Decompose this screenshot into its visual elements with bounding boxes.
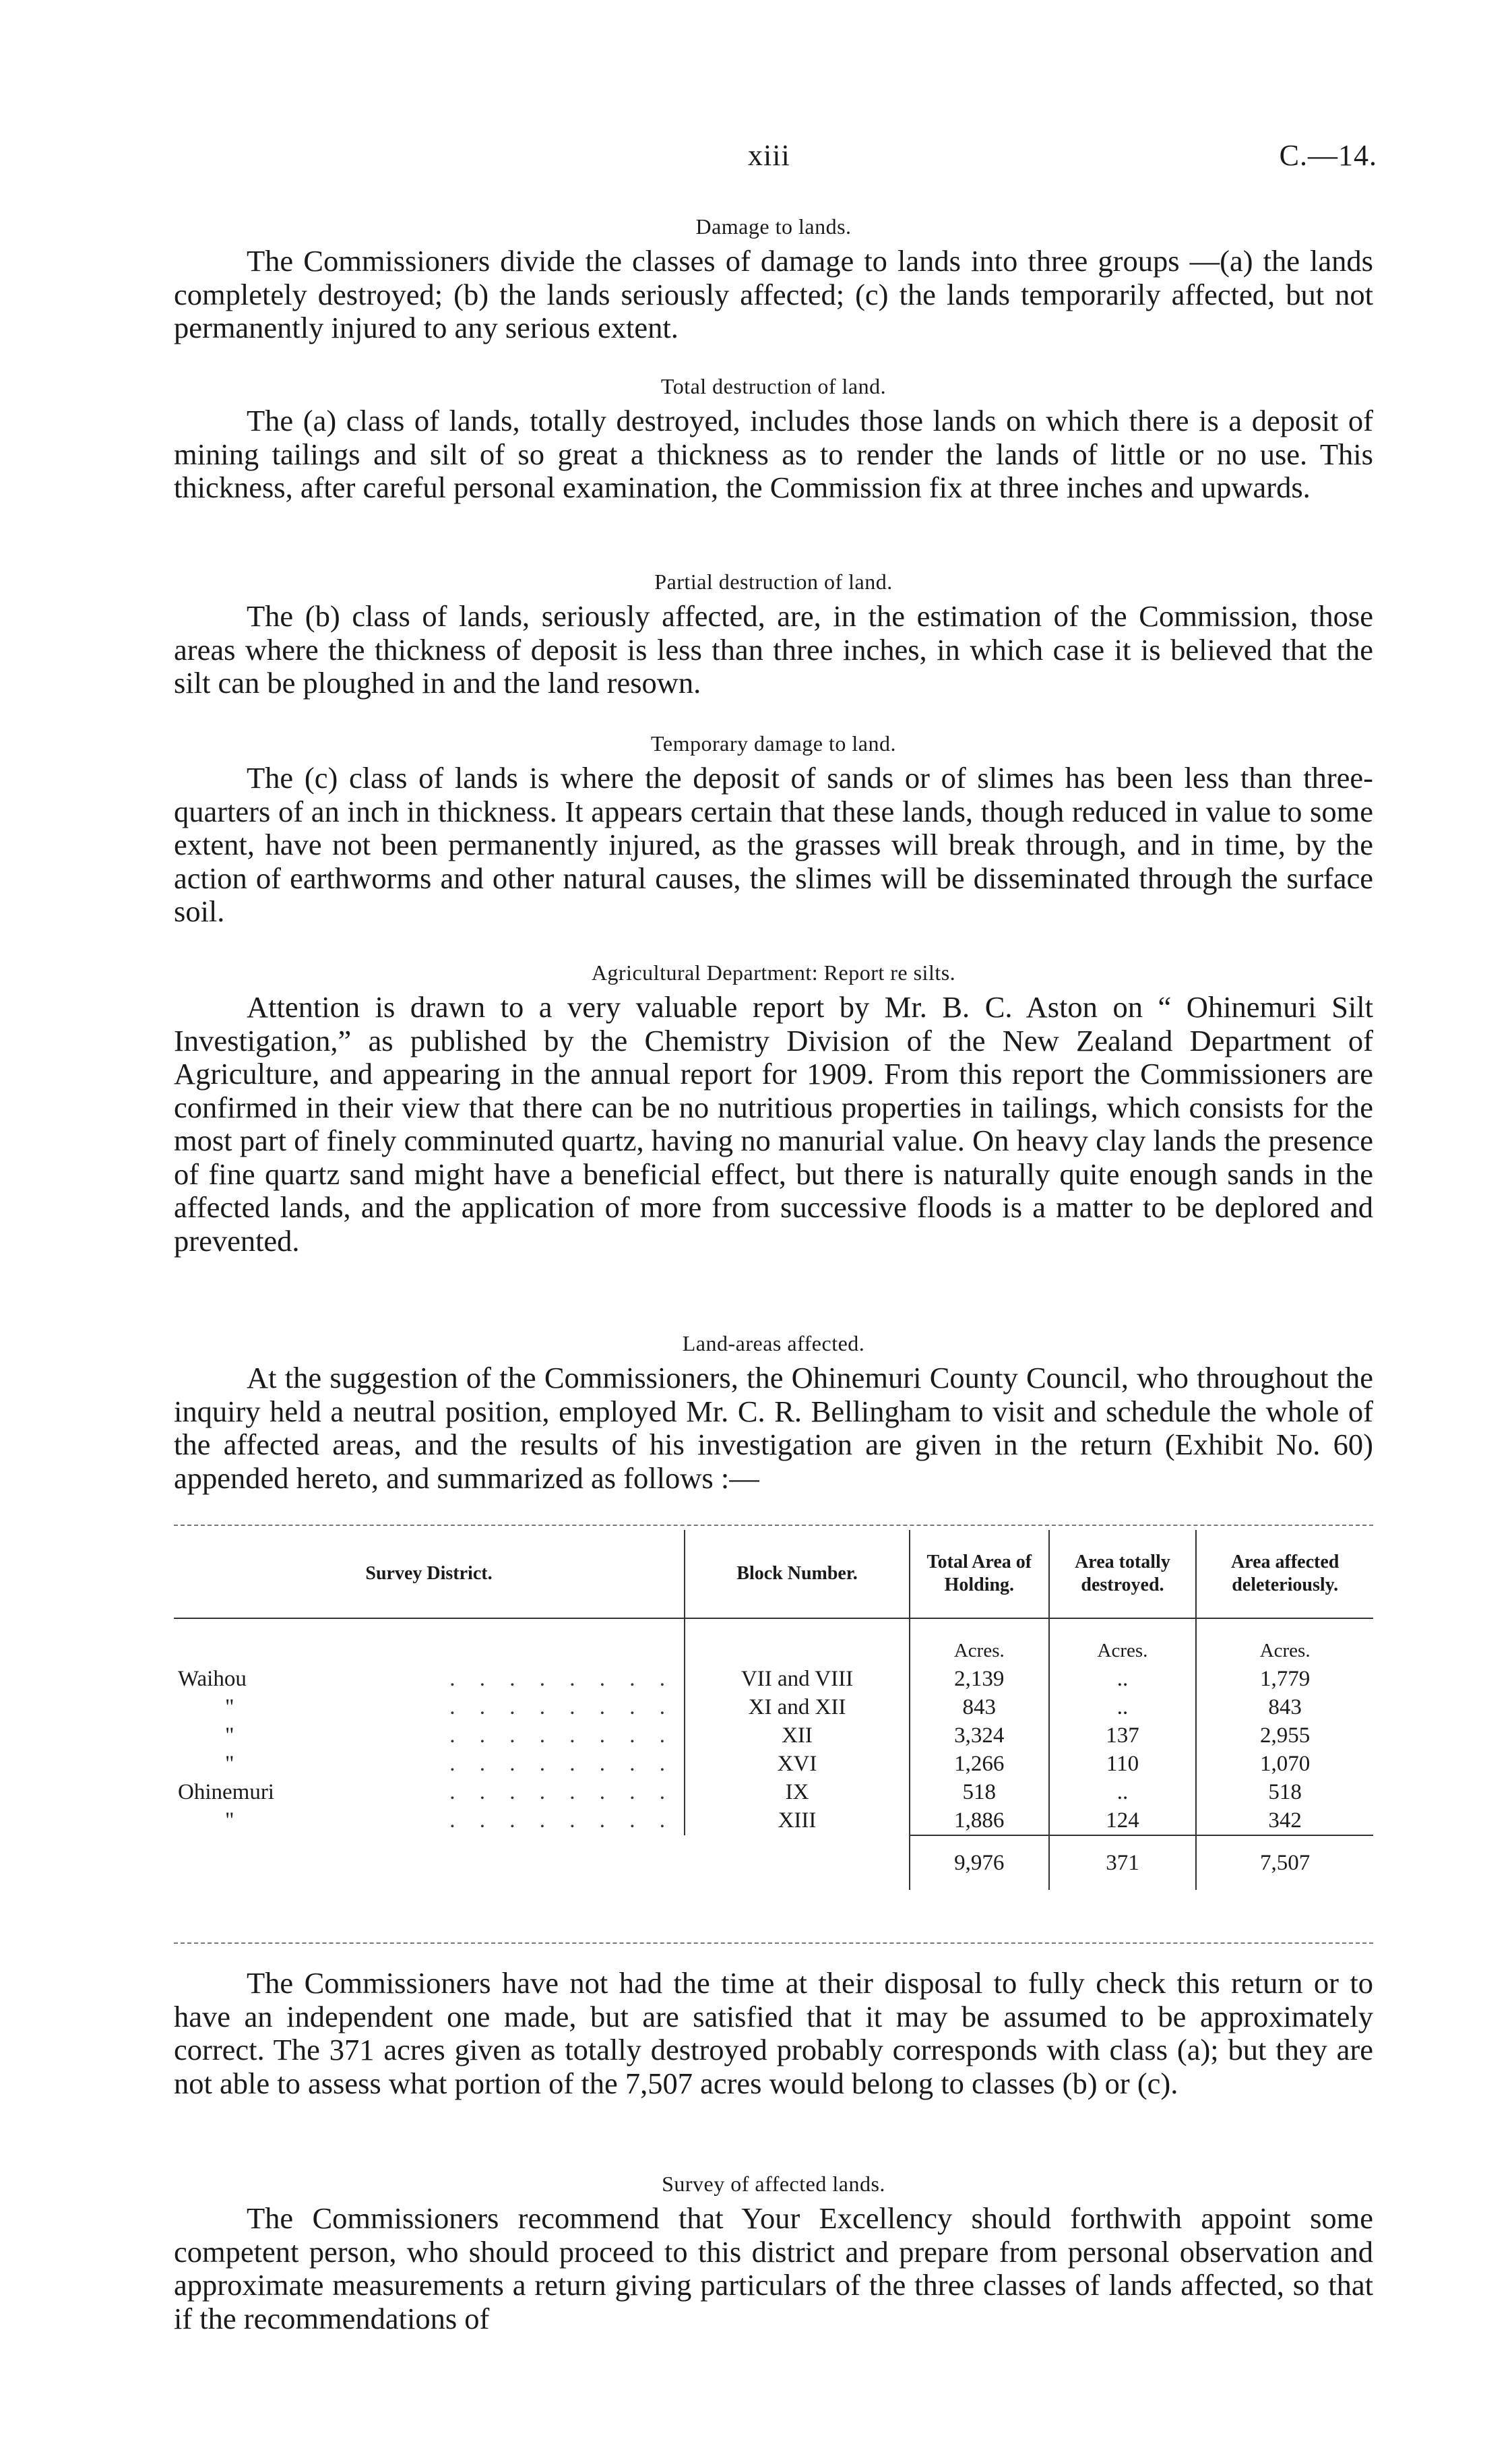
section-paragraph: The Commissioners recommend that Your Excellency should forthwith appoint some competent person, who should proceed to this district and prepare from personal observation and approximate measurements a return giving particulars of the three classes of lands affected, so that if the recommendations of (174, 2201, 1373, 2335)
total-area: 1,886 (910, 1806, 1049, 1835)
district-name: " (225, 1808, 234, 1833)
table-row (174, 1750, 1373, 1778)
unit-label: Acres. (1049, 1618, 1197, 1665)
dot-leader: . . . . . . . . (449, 1808, 674, 1833)
dot-leader: . . . . . . . . (449, 1694, 674, 1719)
section-total-destruction (174, 374, 1373, 505)
dot-leader: . . . . . . . . (449, 1723, 674, 1748)
section-heading: Total destruction of land. (660, 374, 887, 398)
block-number: IX (685, 1778, 910, 1806)
dot-leader: . . . . . . . . (449, 1751, 674, 1776)
table-row (174, 1693, 1373, 1721)
district-name: " (225, 1694, 234, 1719)
section-paragraph: At the suggestion of the Commissioners, the Ohinemuri County Council, who throughout the inquiry held a neutral position, employed Mr. C. R. Bellingham to visit and schedule the whole of the affected areas, and the results of his investigation are given in the return (Exhibit No. 60) appended hereto, and summarized as follows :— (174, 1361, 1373, 1495)
section-paragraph: The Commissioners have not had the time at their disposal to fully check this return or to have an independent one made, but are satisfied that it may be assumed to be approximately correct. The 371 acres given as totally destroyed probably corresponds with class (a); but they are not able to assess what portion of the 7,507 acres would belong to classes (b) or (c). (174, 1966, 1373, 2100)
table-row (174, 1721, 1373, 1750)
document-reference: C.—14. (1279, 139, 1377, 172)
block-number: XIII (685, 1806, 910, 1835)
section-paragraph: The Commissioners divide the classes of damage to lands into three groups —(a) the lands completely destroyed; (b) the lands seriously affected; (c) the lands temporarily affected, but not permanently injured to any serious extent. (174, 244, 1373, 344)
header-area-affected: Area affected deleteriously. (1196, 1530, 1373, 1618)
block-number: XII (685, 1721, 910, 1750)
block-number: XI and XII (685, 1693, 910, 1721)
section-heading: Partial destruction of land. (654, 570, 893, 594)
unit-label: Acres. (1196, 1618, 1373, 1665)
table-row (174, 1778, 1373, 1806)
area-affected: 1,779 (1196, 1665, 1373, 1693)
district-name: Ohinemuri (178, 1779, 274, 1804)
area-affected-sum: 7,507 (1196, 1835, 1373, 1890)
units-row (174, 1618, 1373, 1665)
dot-leader: . . . . . . . . (449, 1779, 674, 1804)
area-affected: 1,070 (1196, 1750, 1373, 1778)
section-heading: Damage to lands. (695, 214, 852, 239)
total-area: 518 (910, 1778, 1049, 1806)
section-heading: Agricultural Department: Report re silts. (591, 960, 956, 985)
header-area-destroyed: Area totally destroyed. (1049, 1530, 1197, 1618)
unit-label: Acres. (910, 1618, 1049, 1665)
section-heading: Land-areas affected. (682, 1331, 865, 1355)
section-land-areas (174, 1331, 1373, 1495)
header-survey-district: Survey District. (174, 1530, 685, 1618)
table-row (174, 1665, 1373, 1693)
section-after-table (174, 1967, 1373, 2100)
section-partial-destruction (174, 570, 1373, 700)
table-row (174, 1806, 1373, 1835)
header-total-area: Total Area of Holding. (910, 1530, 1049, 1618)
page-number: xiii (748, 139, 790, 172)
section-heading: Temporary damage to land. (651, 731, 896, 756)
area-destroyed: 110 (1049, 1750, 1197, 1778)
total-area: 1,266 (910, 1750, 1049, 1778)
block-number: VII and VIII (685, 1665, 910, 1693)
header-block-number: Block Number. (685, 1530, 910, 1618)
table-bottom-rule (174, 1942, 1373, 1944)
section-agricultural-report (174, 960, 1373, 1258)
total-area: 3,324 (910, 1721, 1049, 1750)
section-paragraph: The (a) class of lands, totally destroyed, includes those lands on which there is a deposit of mining tailings and silt of so great a thickness as to render the lands of little or no use. This thickness, after careful personal examination, the Commission fix at three inches and upwards. (174, 404, 1373, 504)
district-name: " (225, 1751, 234, 1776)
area-affected: 342 (1196, 1806, 1373, 1835)
area-affected: 518 (1196, 1778, 1373, 1806)
section-damage-to-lands (174, 214, 1373, 345)
block-number: XVI (685, 1750, 910, 1778)
total-area-sum: 9,976 (910, 1835, 1049, 1890)
area-destroyed: 124 (1049, 1806, 1197, 1835)
area-destroyed: .. (1049, 1693, 1197, 1721)
table-top-rule (174, 1525, 1373, 1526)
totals-row (174, 1835, 1373, 1890)
table-header-row (174, 1530, 1373, 1618)
area-affected: 843 (1196, 1693, 1373, 1721)
area-destroyed: .. (1049, 1778, 1197, 1806)
district-name: " (225, 1723, 234, 1748)
section-paragraph: Attention is drawn to a very valuable report by Mr. B. C. Aston on “ Ohinemuri Silt Investigation,” as published by the Chemistry Division of the New Zealand Department of Agriculture, and appearing in the annual report for 1909. From this report the Commissioners are confirmed in their view that there can be no nutritious properties in tailings, which consists for the most part of finely comminuted quartz, having no manurial value. On heavy clay lands the presence of fine quartz sand might have a beneficial effect, but there is naturally quite enough sands in the affected lands, and the application of more from successive floods is a matter to be deplored and prevented. (174, 990, 1373, 1258)
section-heading: Survey of affected lands. (662, 2172, 885, 2196)
area-destroyed: .. (1049, 1665, 1197, 1693)
total-area: 2,139 (910, 1665, 1049, 1693)
area-destroyed-sum: 371 (1049, 1835, 1197, 1890)
section-temporary-damage (174, 731, 1373, 929)
district-name: Waihou (178, 1666, 247, 1691)
section-survey-affected-lands (174, 2172, 1373, 2335)
section-paragraph: The (c) class of lands is where the deposit of sands or of slimes has been less than three-quarters of an inch in thickness. It appears certain that these lands, though reduced in value to some extent, have not been permanently injured, as the grasses will break through, and in time, by the action of earthworms and other natural causes, the slimes will be disseminated through the surface soil. (174, 761, 1373, 928)
area-destroyed: 137 (1049, 1721, 1197, 1750)
land-areas-table (174, 1530, 1373, 1890)
dot-leader: . . . . . . . . (449, 1666, 674, 1691)
total-area: 843 (910, 1693, 1049, 1721)
area-affected: 2,955 (1196, 1721, 1373, 1750)
section-paragraph: The (b) class of lands, seriously affected, are, in the estimation of the Commission, those areas where the thickness of deposit is less than three inches, in which case it is believed that the silt can be ploughed in and the land resown. (174, 599, 1373, 700)
